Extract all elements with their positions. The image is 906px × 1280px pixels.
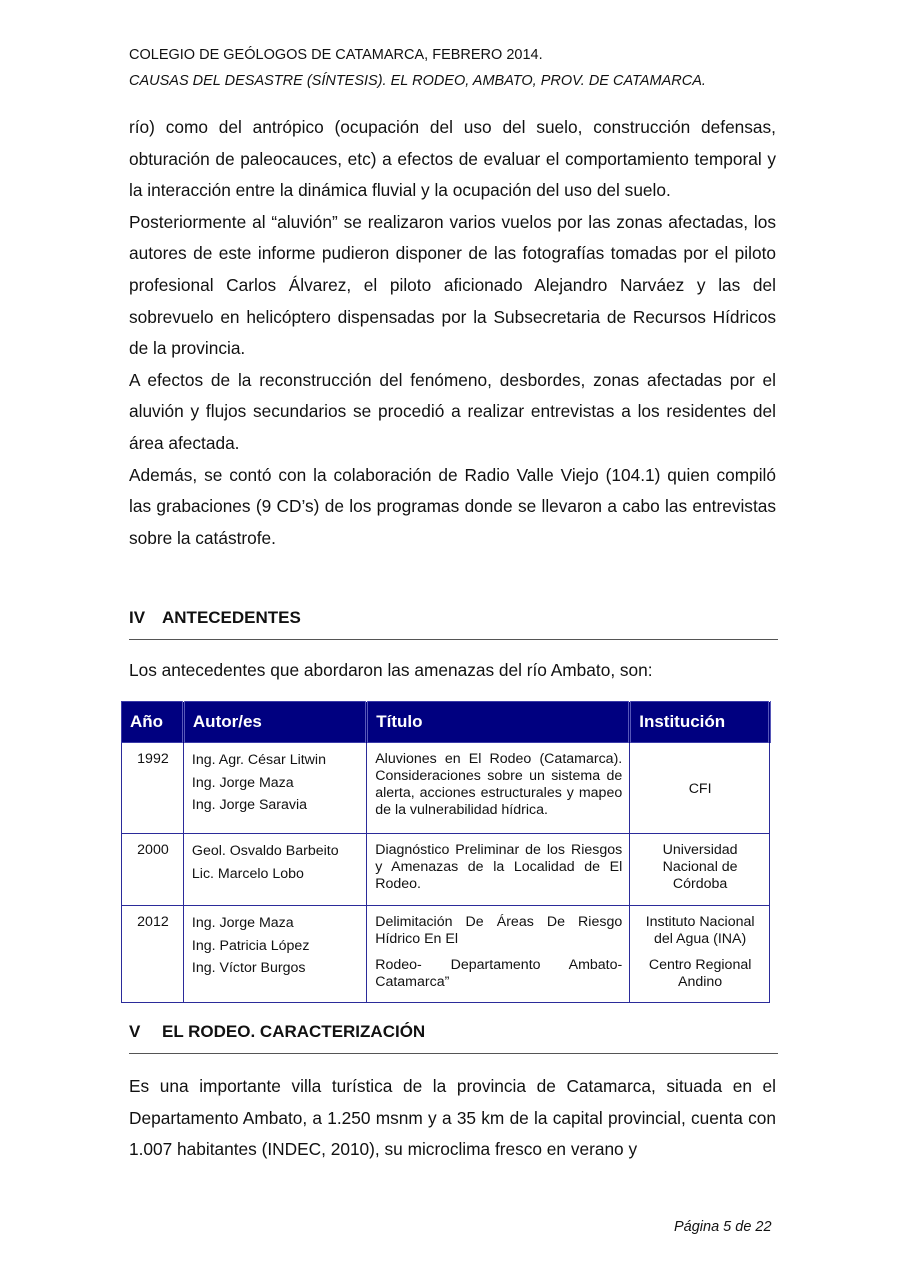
cell-year: 1992 — [122, 743, 184, 834]
section-title: ANTECEDENTES — [162, 608, 301, 627]
cell-title: Aluviones en El Rodeo (Catamarca). Consideraciones sobre un sistema de alerta, acciones estructurales y mapeo de la vulnerabilidad hídrica. — [367, 743, 630, 834]
cell-institution: Universidad Nacional de Córdoba — [630, 834, 770, 906]
cell-authors — [183, 906, 366, 1003]
table-row — [122, 834, 770, 906]
antecedentes-intro: Los antecedentes que abordaron las amenazas del río Ambato, son: — [129, 660, 653, 680]
table-header-row — [122, 702, 770, 743]
author: Ing. Agr. César Litwin — [191, 752, 326, 768]
title-line: Rodeo- Departamento Ambato-Catamarca” — [375, 957, 623, 990]
cell-title: Diagnóstico Preliminar de los Riesgos y Amenazas de la Localidad de El Rodeo. — [367, 834, 630, 906]
page-number: Página 5 de 22 — [674, 1219, 772, 1235]
column-header-institution: Institución — [630, 702, 770, 743]
author: Ing. Jorge Maza — [191, 915, 294, 931]
section-number: IV — [129, 608, 146, 627]
author: Ing. Jorge Saravia — [191, 797, 308, 813]
antecedentes-table — [121, 701, 771, 1003]
author: Ing. Jorge Maza — [191, 774, 294, 791]
column-header-authors: Autor/es — [183, 702, 366, 743]
section-divider — [129, 639, 778, 640]
section-heading-antecedentes — [129, 608, 777, 628]
cell-year: 2012 — [122, 906, 184, 1003]
cell-title — [367, 906, 630, 1003]
header-document-title: CAUSAS DEL DESASTRE (SÍNTESIS). EL RODEO, AMBATO, PROV. DE CATAMARCA. — [129, 73, 706, 89]
cell-authors — [183, 834, 366, 906]
institution-line: Instituto Nacional del Agua (INA) — [645, 914, 755, 947]
paragraph: Posteriormente al “aluvión” se realizaron varios vuelos por las zonas afectadas, los autores de este informe pudieron disponer de las fotografías tomadas por el piloto profesional Carlos Álvarez, el piloto aficionado Alejandro Narváez y las del sobrevuelo en helicóptero dispensadas por la Subsecretaria de Recursos Hídricos de la provincia. — [129, 211, 776, 359]
column-header-year: Año — [122, 702, 184, 743]
page-header — [129, 42, 706, 94]
section-heading-caracterizacion — [129, 1022, 777, 1042]
section-divider — [129, 1053, 778, 1054]
title-line: Delimitación De Áreas De Riesgo Hídrico En El — [375, 914, 623, 947]
author: Ing. Patricia López — [191, 937, 310, 954]
paragraph: A efectos de la reconstrucción del fenómeno, desbordes, zonas afectadas por el aluvión y flujos secundarios se procedió a realizar entrevistas a los residentes del área afectada. — [129, 369, 776, 453]
caracterizacion-text — [129, 1071, 776, 1166]
spacer — [638, 948, 762, 957]
paragraph: Además, se contó con la colaboración de Radio Valle Viejo (104.1) quien compiló las grabaciones (9 CD’s) de los programas donde se llevaron a cabo las entrevistas sobre la catástrofe. — [129, 464, 776, 548]
table-row — [122, 906, 770, 1003]
table-row — [122, 743, 770, 834]
methodology-text — [129, 112, 776, 554]
author: Geol. Osvaldo Barbeito — [191, 843, 339, 859]
cell-institution: CFI — [630, 743, 770, 834]
spacer — [375, 948, 622, 957]
author: Lic. Marcelo Lobo — [191, 865, 304, 882]
column-header-title: Título — [367, 702, 630, 743]
cell-institution — [630, 906, 770, 1003]
paragraph: río) como del antrópico (ocupación del uso del suelo, construcción defensas, obturación de paleocauces, etc) a efectos de evaluar el comportamiento temporal y la interacción entre la dinámica fluvial y la ocupación del uso del suelo. — [129, 117, 776, 201]
cell-year: 2000 — [122, 834, 184, 906]
institution-line: Centro Regional Andino — [648, 957, 752, 990]
header-institution: COLEGIO DE GEÓLOGOS DE CATAMARCA, FEBRERO 2014. — [129, 47, 543, 63]
paragraph: Es una importante villa turística de la provincia de Catamarca, situada en el Departamento Ambato, a 1.250 msnm y a 35 km de la capital provincial, cuenta con 1.007 habitantes (INDEC, 2010), su microclima fresco en verano y — [129, 1076, 776, 1160]
section-number: V — [129, 1022, 141, 1041]
section-title: EL RODEO. CARACTERIZACIÓN — [162, 1022, 426, 1041]
cell-authors — [183, 743, 366, 834]
author: Ing. Víctor Burgos — [191, 960, 306, 976]
